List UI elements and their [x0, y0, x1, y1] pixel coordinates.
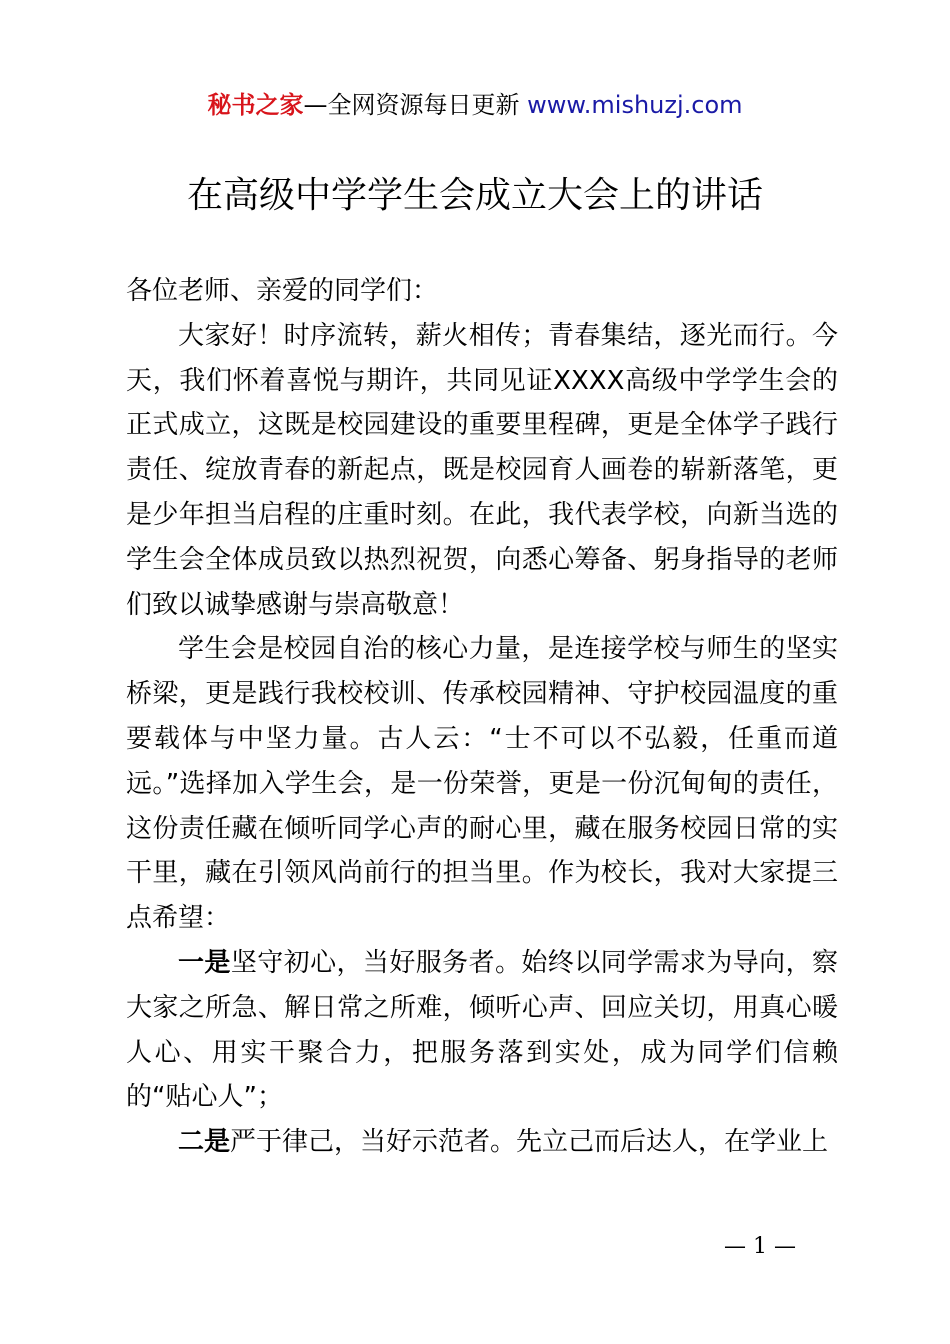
document-title: 在高级中学学生会成立大会上的讲话: [186, 175, 763, 216]
point-two-text: 严于律己，当好示范者。先立己而后达人，在学业上: [230, 1127, 829, 1158]
page-number: — 1 —: [724, 1234, 796, 1259]
brand-name: 秘书之家: [207, 91, 304, 119]
paragraph-student-union: 学生会是校园自治的核心力量，是连接学校与师生的坚实桥梁，更是践行我校校训、传承校园精神、守护校园温度的重要载体与中坚力量。古人云：“士不可以不弘毅，任重而道远。”选择加入学生会，是一份荣誉，更是一份沉甸甸的责任，这份责任藏在倾听同学心声的耐心里，藏在服务校园日常的实干里，藏在引领风尚前行的担当里。作为校长，我对大家提三点希望：: [126, 634, 838, 934]
point-one-lead: 一是: [178, 947, 231, 978]
point-two-lead: 二是: [178, 1127, 231, 1158]
point-one-text: 坚守初心，当好服务者。始终以同学需求为导向，察大家之所急、解日常之所难，倾听心声、回应关切，用真心暖人心、用实干聚合力，把服务落到实处，成为同学们信赖的“贴心人”；: [126, 947, 838, 1113]
header-tagline: —全网资源每日更新: [303, 91, 520, 119]
salutation: 各位老师、亲爱的同学们：: [126, 276, 439, 306]
site-header: [0, 88, 950, 122]
point-one: [126, 941, 838, 1120]
point-two: [126, 1120, 838, 1165]
document-body: [126, 269, 838, 1165]
site-url-link[interactable]: www.mishuzj.com: [527, 91, 743, 119]
paragraph-greeting: 大家好！时序流转，薪火相传；青春集结，逐光而行。今天，我们怀着喜悦与期许，共同见证XXXX高级中学学生会的正式成立，这既是校园建设的重要里程碑，更是全体学子践行责任、绽放青春的新起点，既是校园育人画卷的崭新落笔，更是少年担当启程的庄重时刻。在此，我代表学校，向新当选的学生会全体成员致以热烈祝贺，向悉心筹备、躬身指导的老师们致以诚挚感谢与崇高敬意！: [126, 320, 838, 620]
